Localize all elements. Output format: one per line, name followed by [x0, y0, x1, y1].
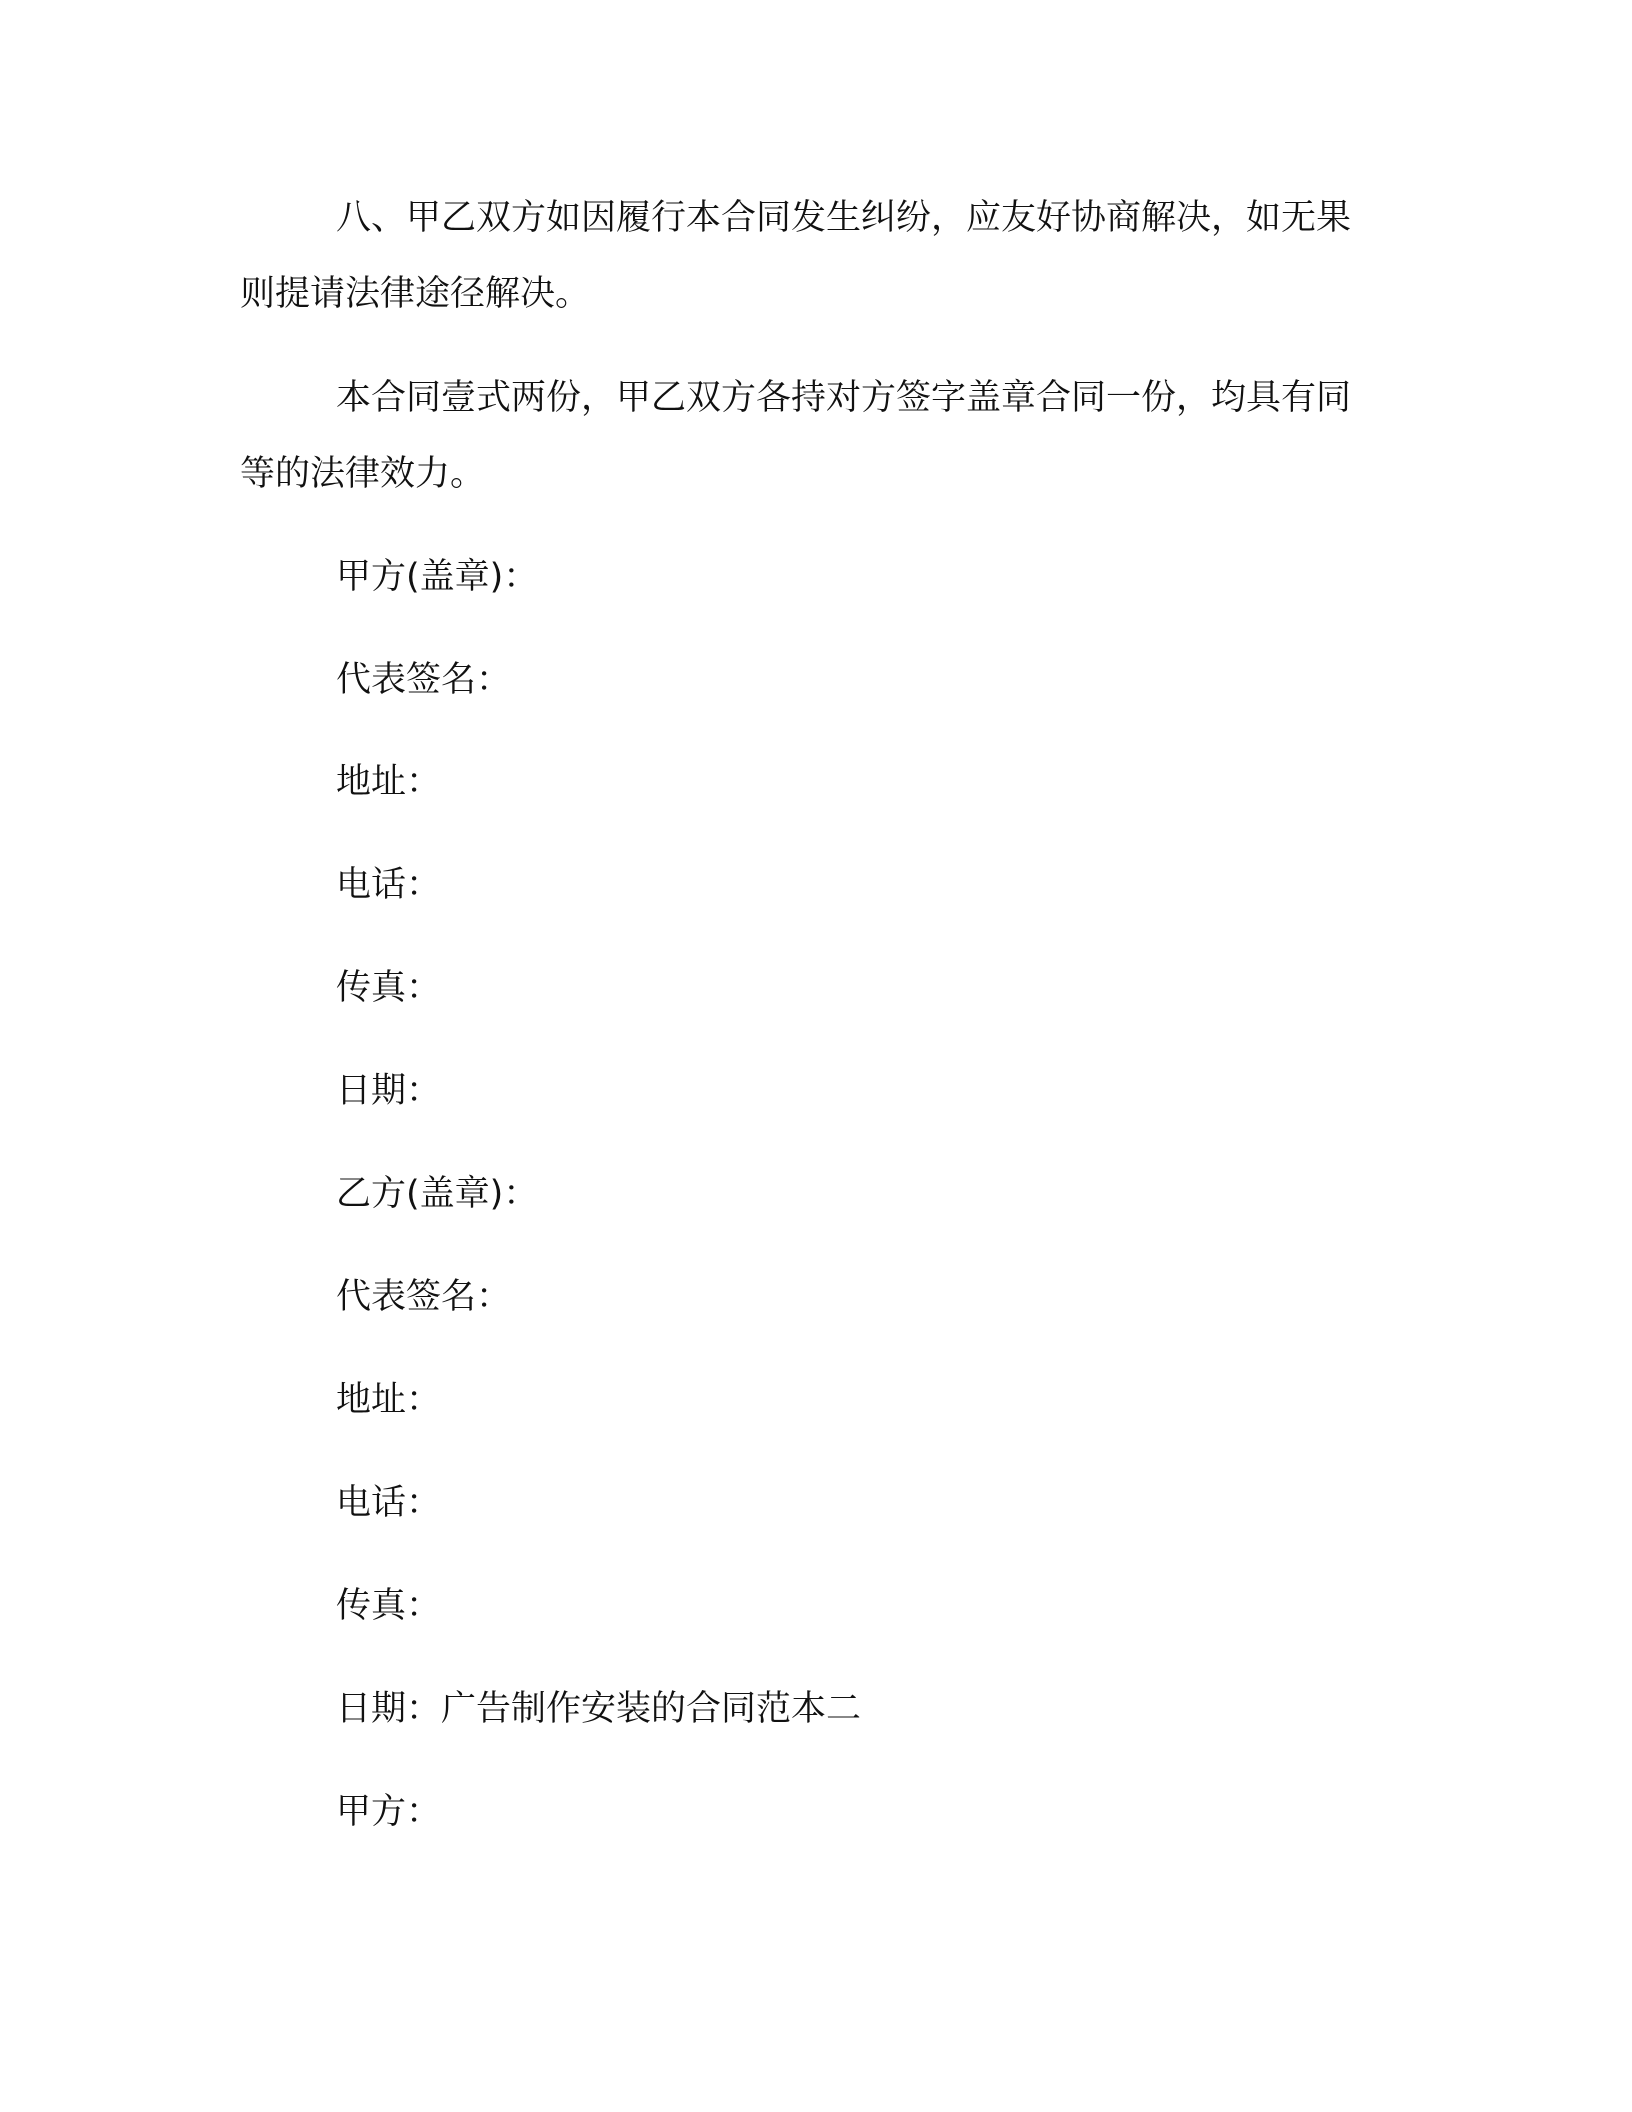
dispute-clause-paragraph: 八、甲乙双方如因履行本合同发生纠纷，应友好协商解决，如无果则提请法律途径解决。 [240, 198, 1352, 314]
party-a-date-label: 日期： [336, 1071, 442, 1111]
party-b-date-and-next-title: 日期：广告制作安装的合同范本二 [336, 1689, 862, 1729]
party-a-seal-label: 甲方(盖章)： [336, 557, 539, 597]
copies-clause-paragraph: 本合同壹式两份，甲乙双方各持对方签字盖章合同一份，均具有同等的法律效力。 [240, 378, 1352, 494]
next-contract-party-a-label: 甲方： [336, 1792, 442, 1832]
party-a-address-label: 地址： [336, 762, 442, 802]
party-a-fax-label: 传真： [336, 968, 442, 1008]
party-b-phone-label: 电话： [336, 1483, 442, 1523]
party-b-address-label: 地址： [336, 1380, 442, 1420]
party-b-seal-label: 乙方(盖章)： [336, 1174, 539, 1214]
party-a-signature-label: 代表签名： [336, 660, 512, 700]
party-b-signature-label: 代表签名： [336, 1277, 512, 1317]
party-b-fax-label: 传真： [336, 1586, 442, 1626]
party-a-phone-label: 电话： [336, 865, 442, 905]
